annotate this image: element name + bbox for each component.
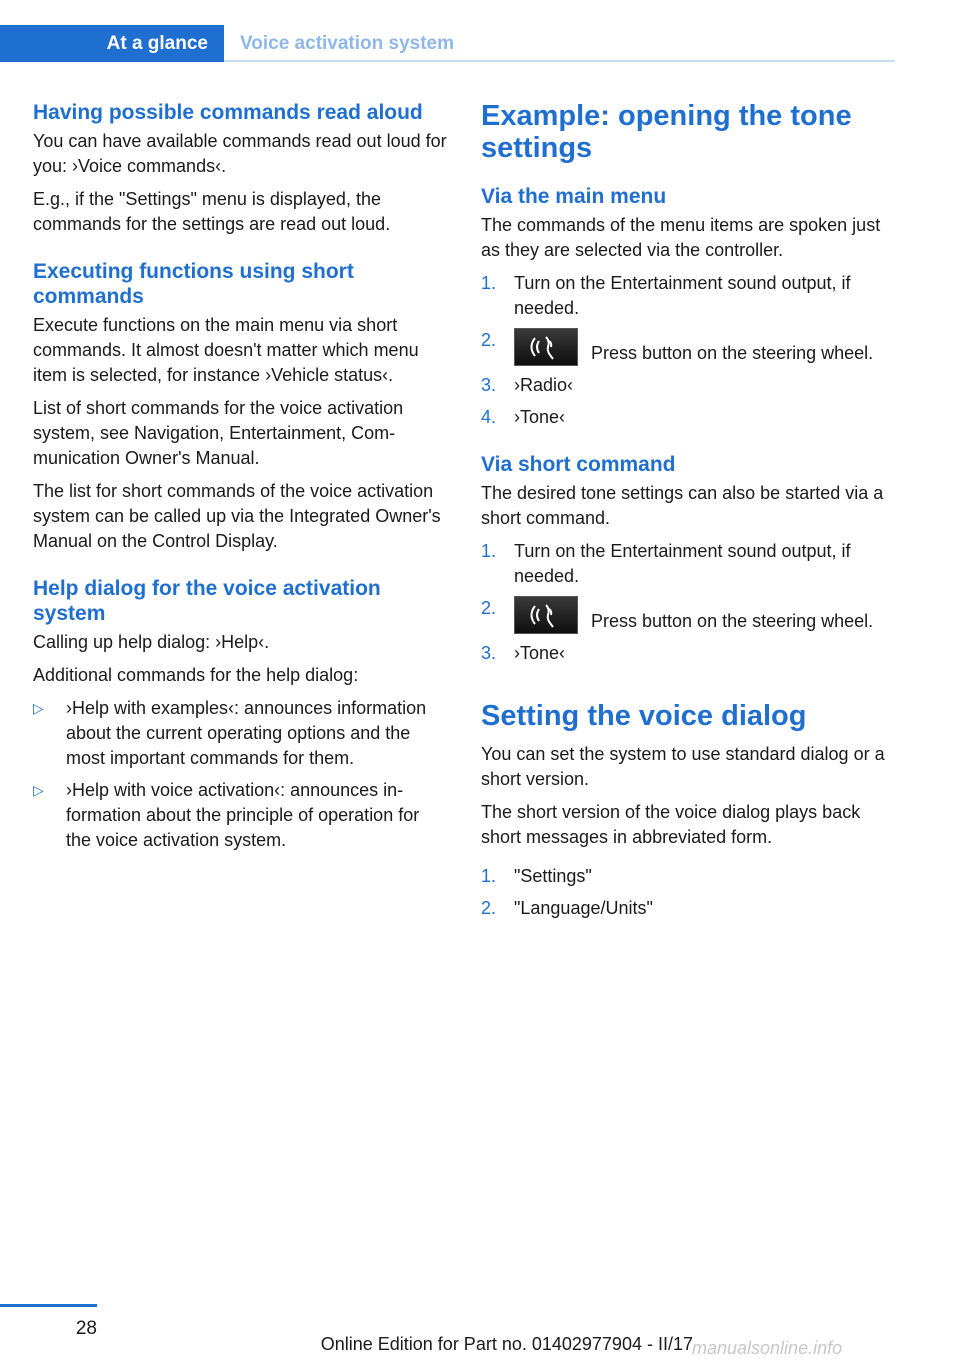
- watermark: manualsonline.info: [692, 1338, 843, 1358]
- step-text-wrap: [514, 596, 873, 634]
- short-commands-paragraph-1: Execute functions on the main menu via short commands. It almost doesn't matter which menu item is selected, for instance ›Vehicle status‹.: [33, 315, 419, 385]
- step-number: 4.: [481, 407, 497, 427]
- step-number: 3.: [481, 375, 497, 395]
- help-commands-list: [33, 696, 449, 853]
- help-dialog-heading: Help dialog for the voice activation system: [33, 577, 381, 625]
- short-command-heading: Via short command: [481, 453, 676, 476]
- chapter-tab[interactable]: At a glance: [0, 25, 224, 62]
- page-number: 28: [75, 1318, 97, 1339]
- list-item: [481, 271, 897, 321]
- voice-activation-button-icon: [514, 328, 578, 366]
- list-item: [481, 539, 897, 589]
- triangle-bullet-icon: ▷: [33, 700, 44, 716]
- step-text: Turn on the Entertainment sound output, if needed.: [514, 541, 851, 586]
- example-heading: Example: opening the tone settings: [481, 100, 852, 164]
- step-text: Press button on the steering wheel.: [586, 343, 874, 363]
- short-command-steps: [481, 539, 897, 666]
- list-item: [33, 778, 449, 853]
- voice-dialog-paragraph-1: You can set the system to use standard dialog or a short version.: [481, 744, 885, 789]
- list-item: [33, 696, 449, 771]
- step-number: 1.: [481, 541, 497, 561]
- header-divider: [224, 60, 895, 62]
- list-item: [481, 864, 897, 889]
- list-item: [481, 373, 897, 398]
- right-column: [481, 100, 897, 929]
- main-menu-heading: Via the main menu: [481, 185, 667, 208]
- help-dialog-paragraph-2: Additional commands for the help dialog:: [33, 665, 359, 685]
- step-number: 2.: [481, 598, 497, 618]
- main-menu-paragraph: The commands of the menu items are spoken just as they are selected via the controller.: [481, 215, 881, 260]
- list-item: [481, 596, 897, 634]
- short-commands-heading: Executing functions using short commands: [33, 260, 354, 308]
- step-number: 2.: [481, 898, 497, 918]
- step-text: Press button on the steering wheel.: [586, 611, 874, 631]
- left-column: [33, 100, 449, 861]
- list-item: [481, 328, 897, 366]
- step-number: 1.: [481, 273, 497, 293]
- step-text-wrap: [514, 328, 873, 366]
- read-aloud-heading: Having possible commands read aloud: [33, 101, 423, 124]
- voice-dialog-steps: [481, 864, 897, 921]
- short-command-paragraph: The desired tone settings can also be started via a short command.: [481, 483, 884, 528]
- step-number: 1.: [481, 866, 497, 886]
- voice-dialog-heading: Setting the voice dialog: [481, 700, 807, 732]
- main-menu-steps: [481, 271, 897, 430]
- list-item: [481, 896, 897, 921]
- short-commands-paragraph-3: The list for short commands of the voice activation system can be called up via the Integrated Owner's Manual on the Control Display.: [33, 481, 441, 551]
- read-aloud-paragraph-2: E.g., if the "Settings" menu is displayed, the commands for the settings are read out loud.: [33, 189, 391, 234]
- step-text: ›Tone‹: [514, 407, 566, 427]
- step-text: "Settings": [514, 866, 592, 886]
- triangle-bullet-icon: ▷: [33, 782, 44, 798]
- voice-activation-button-icon: [514, 596, 578, 634]
- step-text: "Language/Units": [514, 898, 653, 918]
- step-text: ›Tone‹: [514, 643, 566, 663]
- list-item-text: ›Help with examples‹: announces information about the current operating options and the most important commands for them.: [66, 698, 427, 768]
- footer-divider: [0, 1304, 97, 1307]
- step-text: ›Radio‹: [514, 375, 574, 395]
- section-tab[interactable]: Voice activation system: [240, 32, 455, 54]
- read-aloud-paragraph-1: You can have available commands read out loud for you: ›Voice commands‹.: [33, 131, 447, 176]
- list-item: [481, 405, 897, 430]
- step-number: 3.: [481, 643, 497, 663]
- short-commands-paragraph-2: List of short commands for the voice activation system, see Navigation, Entertainment, Communication Owner's Manual.: [33, 398, 404, 468]
- page-header: [0, 25, 895, 62]
- step-number: 2.: [481, 330, 497, 350]
- help-dialog-paragraph-1: Calling up help dialog: ›Help‹.: [33, 632, 270, 652]
- edition-text: Online Edition for Part no. 01402977904 - II/17: [320, 1334, 693, 1354]
- list-item-text: ›Help with voice activation‹: announces information about the principle of operation for the voice activation system.: [66, 780, 420, 850]
- voice-dialog-paragraph-2: The short version of the voice dialog plays back short messages in abbreviated form.: [481, 802, 861, 847]
- list-item: [481, 641, 897, 666]
- step-text: Turn on the Entertainment sound output, if needed.: [514, 273, 851, 318]
